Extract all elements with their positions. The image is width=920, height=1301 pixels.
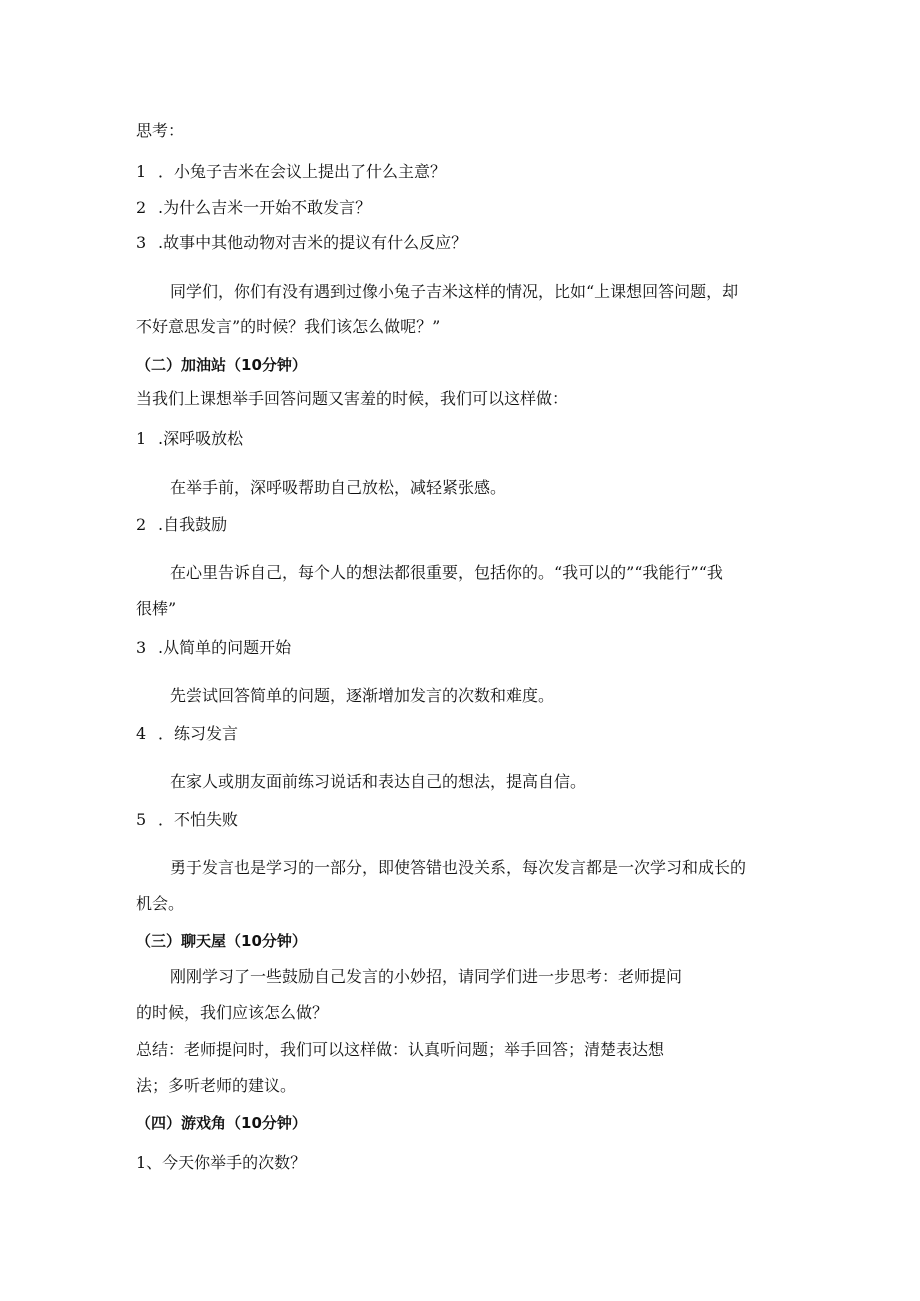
tip-title-3 <box>136 637 291 659</box>
think-paragraph-line-2: 不好意思发言”的时候？我们该怎么做呢？” <box>136 317 441 336</box>
tip-number: 1 <box>136 429 147 448</box>
tip-number: 5 <box>136 810 147 829</box>
tip-desc-1: 在举手前，深呼吸帮助自己放松，减轻紧张感。 <box>170 478 507 497</box>
tip-title-4 <box>136 723 238 745</box>
tip-title-text: ．不怕失败 <box>158 810 239 829</box>
tip-desc-5: 勇于发言也是学习的一部分，即使答错也没关系，每次发言都是一次学习和成长的 <box>170 858 747 877</box>
tip-title-text: ．练习发言 <box>158 724 239 743</box>
section3-heading: （三）聊天屋（10分钟） <box>136 932 307 950</box>
tip-title-2 <box>136 514 227 536</box>
think-question-2 <box>136 197 371 219</box>
tip-desc-3: 先尝试回答简单的问题，逐渐增加发言的次数和难度。 <box>170 686 555 705</box>
tip-desc-2: 在心里告诉自己，每个人的想法都很重要，包括你的。“我可以的”“我能行”“我 <box>170 563 723 582</box>
tip-title-text: .深呼吸放松 <box>158 429 244 448</box>
section4-question-1: 1、今天你举手的次数？ <box>136 1153 307 1172</box>
question-number: 3 <box>136 233 147 252</box>
section2-intro: 当我们上课想举手回答问题又害羞的时候，我们可以这样做： <box>136 389 569 408</box>
tip-desc-4: 在家人或朋友面前练习说话和表达自己的想法，提高自信。 <box>170 772 587 791</box>
question-text: .故事中其他动物对吉米的提议有什么反应？ <box>158 233 468 252</box>
section2-heading: （二）加油站（10分钟） <box>136 356 307 374</box>
tip-desc-2-cont: 很棒” <box>136 599 177 618</box>
think-paragraph-line-1: 同学们，你们有没有遇到过像小兔子吉米这样的情况，比如“上课想回答问题，却 <box>170 282 739 301</box>
section4-heading: （四）游戏角（10分钟） <box>136 1114 307 1132</box>
tip-number: 4 <box>136 724 147 743</box>
tip-title-text: .从简单的问题开始 <box>158 638 292 657</box>
tip-number: 3 <box>136 638 147 657</box>
question-number: 2 <box>136 198 147 217</box>
section3-line-2: 的时候，我们应该怎么做？ <box>136 1003 329 1022</box>
tip-title-5 <box>136 809 238 831</box>
section3-summary-line-2: 法；多听老师的建议。 <box>136 1076 297 1095</box>
tip-title-text: .自我鼓励 <box>158 515 228 534</box>
question-number: 1 <box>136 162 147 181</box>
tip-desc-5-cont: 机会。 <box>136 894 185 913</box>
tip-number: 2 <box>136 515 147 534</box>
think-question-1 <box>136 161 446 183</box>
question-text: .为什么吉米一开始不敢发言？ <box>158 198 372 217</box>
question-text: ．小兔子吉米在会议上提出了什么主意？ <box>158 162 447 181</box>
think-title: 思考： <box>136 121 185 140</box>
think-question-3 <box>136 232 467 254</box>
section3-line-1: 刚刚学习了一些鼓励自己发言的小妙招，请同学们进一步思考：老师提问 <box>170 967 683 986</box>
section3-summary-line-1: 总结：老师提问时，我们可以这样做：认真听问题；举手回答；清楚表达想 <box>136 1040 665 1059</box>
tip-title-1 <box>136 428 243 450</box>
